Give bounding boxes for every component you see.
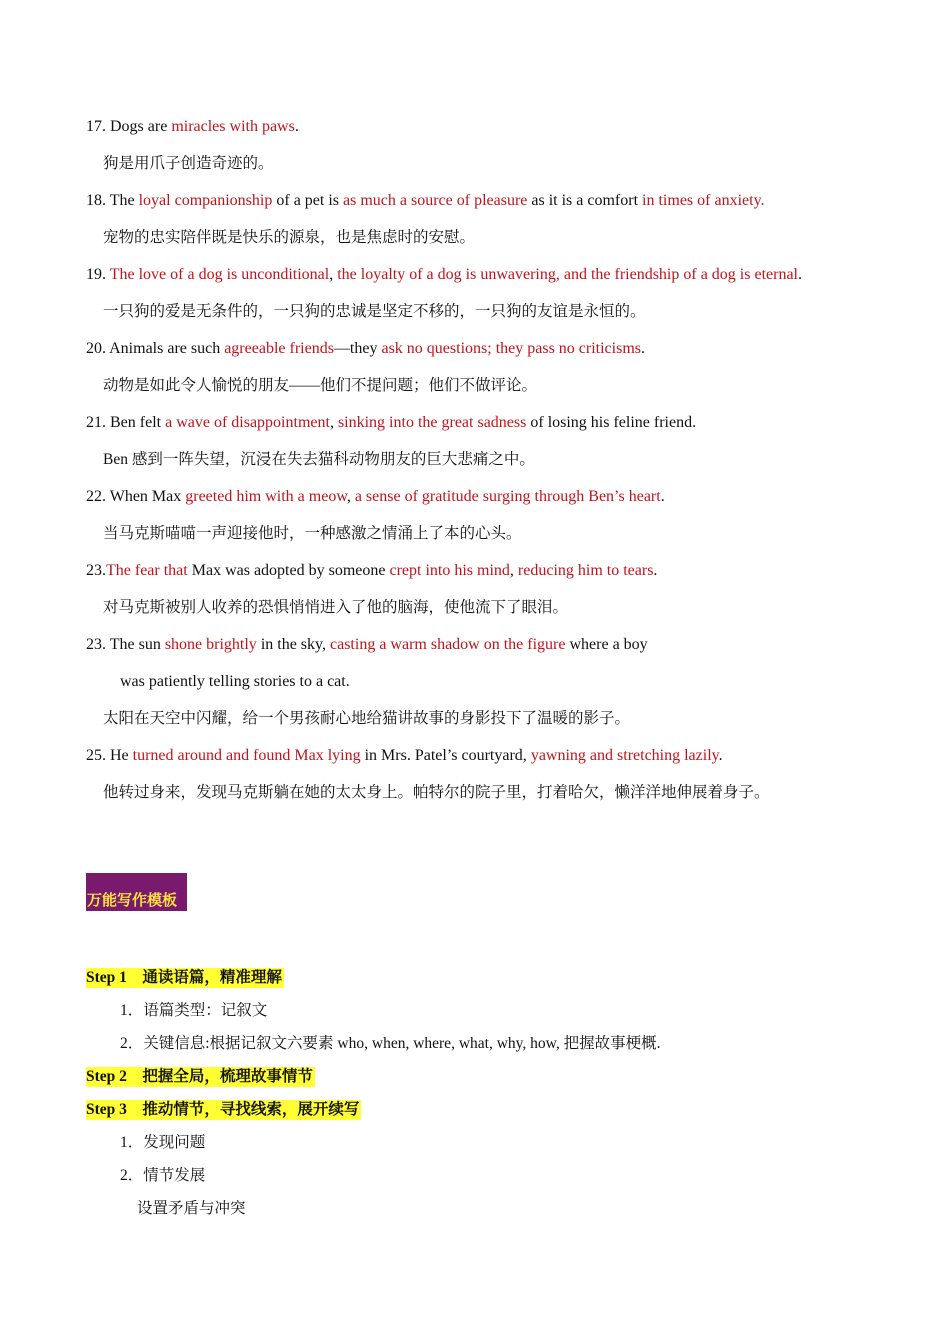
plain-text: . bbox=[798, 266, 802, 283]
sentence-6-cn: 当马克斯喵喵一声迎接他时，一种感激之情涌上了本的心头。 bbox=[103, 525, 522, 542]
plain-text: where a boy bbox=[565, 636, 648, 653]
plain-text: 17. Dogs are bbox=[86, 118, 172, 135]
highlight-phrase: the loyalty of a dog is unwavering, and the friendship of a dog is eternal bbox=[337, 266, 798, 283]
highlight-phrase: in times of anxiety. bbox=[642, 192, 765, 209]
step-1-item-1: 1．语篇类型：记叙文 bbox=[120, 1002, 268, 1019]
sentence-2-en bbox=[86, 191, 765, 211]
highlight-phrase: miracles with paws bbox=[171, 118, 295, 135]
plain-text: 22. When Max bbox=[86, 488, 186, 505]
plain-text: Max was adopted by someone bbox=[187, 562, 390, 579]
highlight-phrase: The fear that bbox=[106, 562, 188, 579]
highlight-phrase: The love of a dog is unconditional bbox=[109, 266, 330, 283]
highlight-phrase: reducing him to tears bbox=[517, 562, 654, 579]
sentence-1-en bbox=[86, 117, 299, 137]
highlight-phrase: yawning and stretching lazily bbox=[530, 747, 719, 764]
plain-text: 20. Animals are such bbox=[86, 340, 225, 357]
highlight-phrase: crept into his mind bbox=[389, 562, 510, 579]
plain-text: in the sky, bbox=[256, 636, 330, 653]
sentence-6-en bbox=[86, 487, 665, 507]
sentence-8-cn: 太阳在天空中闪耀，给一个男孩耐心地给猫讲故事的身影投下了温暖的影子。 bbox=[103, 710, 631, 727]
plain-text: as it is a comfort bbox=[527, 192, 643, 209]
plain-text: 18. The bbox=[86, 192, 139, 209]
plain-text: —they bbox=[333, 340, 382, 357]
plain-text: , bbox=[346, 488, 355, 505]
sentence-3-cn: 一只狗的爱是无条件的，一只狗的忠诚是坚定不移的，一只狗的友谊是永恒的。 bbox=[103, 303, 646, 320]
step-3-item-1: 1．发现问题 bbox=[120, 1134, 206, 1151]
sentence-9-cn: 他转过身来，发现马克斯躺在她的太太身上。帕特尔的院子里，打着哈欠，懒洋洋地伸展着身子。 bbox=[103, 784, 770, 801]
plain-text: , bbox=[509, 562, 518, 579]
sentence-1-cn: 狗是用爪子创造奇迹的。 bbox=[103, 155, 274, 172]
sentence-4-cn: 动物是如此令人愉悦的朋友——他们不提问题；他们不做评论。 bbox=[103, 377, 538, 394]
step-3-subitem: 设置矛盾与冲突 bbox=[137, 1200, 246, 1217]
highlight-phrase: shone brightly bbox=[164, 636, 257, 653]
sentence-8-en-continued: was patiently telling stories to a cat. bbox=[120, 673, 350, 690]
sentence-5-en bbox=[86, 413, 696, 433]
section-tag-template bbox=[86, 873, 187, 911]
highlight-phrase: ask no questions; they pass no criticisms bbox=[381, 340, 641, 357]
plain-text: of a pet is bbox=[272, 192, 344, 209]
plain-text: 23. The sun bbox=[86, 636, 165, 653]
step-3-item-2: 2．情节发展 bbox=[120, 1167, 206, 1184]
plain-text: 25. He bbox=[86, 747, 133, 764]
highlight-phrase: a wave of disappointment bbox=[165, 414, 330, 431]
highlight-phrase: a sense of gratitude surging through Ben’s heart bbox=[354, 488, 661, 505]
highlight-phrase: as much a source of pleasure bbox=[343, 192, 528, 209]
sentence-7-en bbox=[86, 561, 657, 581]
sentence-8-en bbox=[86, 635, 648, 655]
sentence-5-cn: Ben 感到一阵失望，沉浸在失去猫科动物朋友的巨大悲痛之中。 bbox=[103, 451, 535, 468]
step-3-heading: Step 3 推动情节，寻找线索，展开续写 bbox=[86, 1101, 360, 1118]
step-2-heading: Step 2 把握全局，梳理故事情节 bbox=[86, 1068, 313, 1085]
plain-text: . bbox=[641, 340, 645, 357]
plain-text: in Mrs. Patel’s courtyard, bbox=[360, 747, 531, 764]
plain-text: 19. bbox=[86, 266, 110, 283]
section-tag-label: 万能写作模板 bbox=[87, 891, 178, 909]
sentence-3-en bbox=[86, 265, 802, 285]
plain-text: . bbox=[653, 562, 658, 579]
plain-text: . bbox=[718, 747, 723, 764]
step-1-item-2: 2．关键信息:根据记叙文六要素 who, when, where, what, why, how, 把握故事梗概. bbox=[120, 1035, 661, 1052]
highlight-phrase: greeted him with a meow bbox=[185, 488, 347, 505]
plain-text: . bbox=[660, 488, 665, 505]
highlight-phrase: agreeable friends bbox=[224, 340, 334, 357]
highlight-phrase: loyal companionship bbox=[138, 192, 273, 209]
step-1-heading: Step 1 通读语篇，精准理解 bbox=[86, 969, 282, 986]
highlight-phrase: turned around and found Max lying bbox=[132, 747, 361, 764]
plain-text: of losing his feline friend. bbox=[526, 414, 697, 431]
highlight-phrase: sinking into the great sadness bbox=[337, 414, 527, 431]
sentence-9-en bbox=[86, 746, 723, 766]
sentence-2-cn: 宠物的忠实陪伴既是快乐的源泉，也是焦虑时的安慰。 bbox=[103, 229, 476, 246]
plain-text: 21. Ben felt bbox=[86, 414, 166, 431]
plain-text: , bbox=[329, 266, 338, 283]
plain-text: . bbox=[294, 118, 299, 135]
plain-text: 23. bbox=[86, 562, 106, 579]
plain-text: , bbox=[329, 414, 338, 431]
highlight-phrase: casting a warm shadow on the figure bbox=[330, 636, 566, 653]
sentence-4-en bbox=[86, 339, 645, 359]
sentence-7-cn: 对马克斯被别人收养的恐惧悄悄进入了他的脑海，使他流下了眼泪。 bbox=[103, 599, 569, 616]
